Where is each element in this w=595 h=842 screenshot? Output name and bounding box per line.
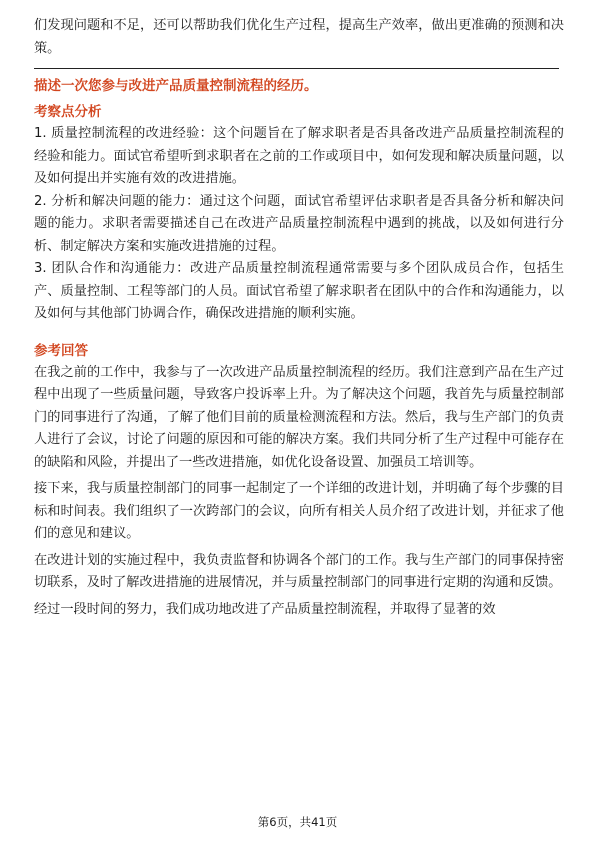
analysis-item: 2. 分析和解决问题的能力：通过这个问题，面试官希望评估求职者是否具备分析和解决问题的能力。求职者需要描述自己在改进产品质量控制流程中遇到的挑战，以及如何进行分析、制定解决方案和实施改进措施的过程。 xyxy=(34,193,564,254)
answer-paragraph: 在我之前的工作中，我参与了一次改进产品质量控制流程的经历。我们注意到产品在生产过程中出现了一些质量问题，导致客户投诉率上升。为了解决这个问题，我首先与质量控制部门的同事进行了沟通，了解了他们目前的质量检测流程和方法。然后，我与生产部门的负责人进行了会议，讨论了问题的原因和可能的解决方案。我们共同分析了生产过程中可能存在的缺陷和风险，并提出了一些改进措施，如优化设备设置、加强员工培训等。 xyxy=(34,364,564,470)
analysis-item: 1. 质量控制流程的改进经验：这个问题旨在了解求职者是否具备改进产品质量控制流程的经验和能力。面试官希望听到求职者在之前的工作或项目中，如何发现和解决质量问题，以及如何提出并实施有效的改进措施。 xyxy=(34,126,564,186)
analysis-list xyxy=(34,123,564,326)
section-divider xyxy=(34,68,559,69)
intro-paragraph: 们发现问题和不足，还可以帮助我们优化生产过程，提高生产效率，做出更准确的预测和决策。 xyxy=(34,18,564,56)
page-content xyxy=(34,0,564,621)
answer-paragraph: 经过一段时间的努力，我们成功地改进了产品质量控制流程，并取得了显著的效 xyxy=(34,601,496,617)
answer-paragraph: 在改进计划的实施过程中，我负责监督和协调各个部门的工作。我与生产部门的同事保持密切联系，及时了解改进措施的进展情况，并与质量控制部门的同事进行定期的沟通和反馈。 xyxy=(34,552,564,590)
question-title: 描述一次您参与改进产品质量控制流程的经历。 xyxy=(34,78,318,94)
analysis-heading: 考察点分析 xyxy=(34,104,102,120)
answer-heading: 参考回答 xyxy=(34,342,88,359)
analysis-item: 3. 团队合作和沟通能力：改进产品质量控制流程通常需要与多个团队成员合作，包括生产、质量控制、工程等部门的人员。面试官希望了解求职者在团队中的合作和沟通能力，以及如何与其他部门协调合作，确保改进措施的顺利实施。 xyxy=(34,261,564,321)
page-number: 第6页，共41页 xyxy=(257,815,338,829)
answer-paragraph: 接下来，我与质量控制部门的同事一起制定了一个详细的改进计划，并明确了每个步骤的目标和时间表。我们组织了一次跨部门的会议，向所有相关人员介绍了改进计划，并征求了他们的意见和建议。 xyxy=(34,481,564,541)
answer-body xyxy=(34,362,564,622)
